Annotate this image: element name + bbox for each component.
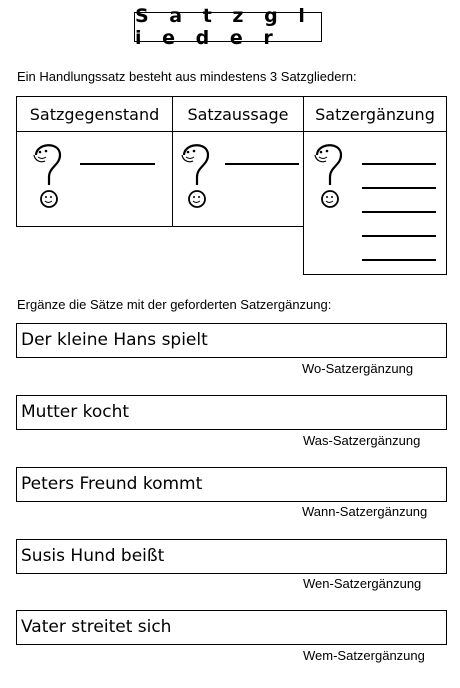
blank-line (362, 187, 436, 189)
task-answer-box-2[interactable] (16, 395, 447, 430)
column-body (173, 131, 303, 226)
task-type-label: Wen-Satzergänzung (303, 576, 422, 591)
column-header: Satzaussage (173, 97, 303, 132)
task-sentence: Susis Hund beißt (21, 546, 165, 566)
blank-line (225, 163, 299, 165)
task-type-label: Was-Satzergänzung (303, 433, 421, 448)
question-mark-face-icon (312, 139, 346, 213)
blank-line (362, 163, 436, 165)
column-header: Satzgegenstand (17, 97, 172, 132)
task-sentence: Mutter kocht (21, 402, 130, 422)
column-body (304, 131, 446, 274)
blank-line (362, 235, 436, 237)
worksheet-title-text: S a t z g l i e d e r (135, 5, 312, 49)
column-satzergaenzung (303, 96, 447, 275)
question-mark-face-icon (31, 139, 65, 213)
column-satzgegenstand (16, 96, 173, 227)
task-sentence: Vater streitet sich (21, 617, 172, 637)
blank-line (362, 259, 436, 261)
column-satzaussage (172, 96, 304, 227)
task-instruction: Ergänze die Sätze mit der geforderten Satzergänzung: (17, 297, 332, 312)
intro-text: Ein Handlungssatz besteht aus mindestens 3 Satzgliedern: (17, 69, 357, 84)
task-answer-box-3[interactable] (16, 467, 447, 502)
task-answer-box-5[interactable] (16, 610, 447, 645)
blank-line (80, 163, 155, 165)
task-answer-box-4[interactable] (16, 539, 447, 574)
task-type-label: Wann-Satzergänzung (302, 504, 428, 519)
task-answer-box-1[interactable] (16, 323, 447, 358)
column-body (17, 131, 172, 226)
question-mark-face-icon (179, 139, 213, 213)
worksheet-title (134, 5, 322, 49)
blank-line (362, 211, 436, 213)
task-sentence: Der kleine Hans spielt (21, 330, 208, 350)
column-header: Satzergänzung (304, 97, 446, 132)
task-sentence: Peters Freund kommt (21, 474, 203, 494)
task-type-label: Wem-Satzergänzung (303, 648, 425, 663)
task-type-label: Wo-Satzergänzung (302, 361, 414, 376)
